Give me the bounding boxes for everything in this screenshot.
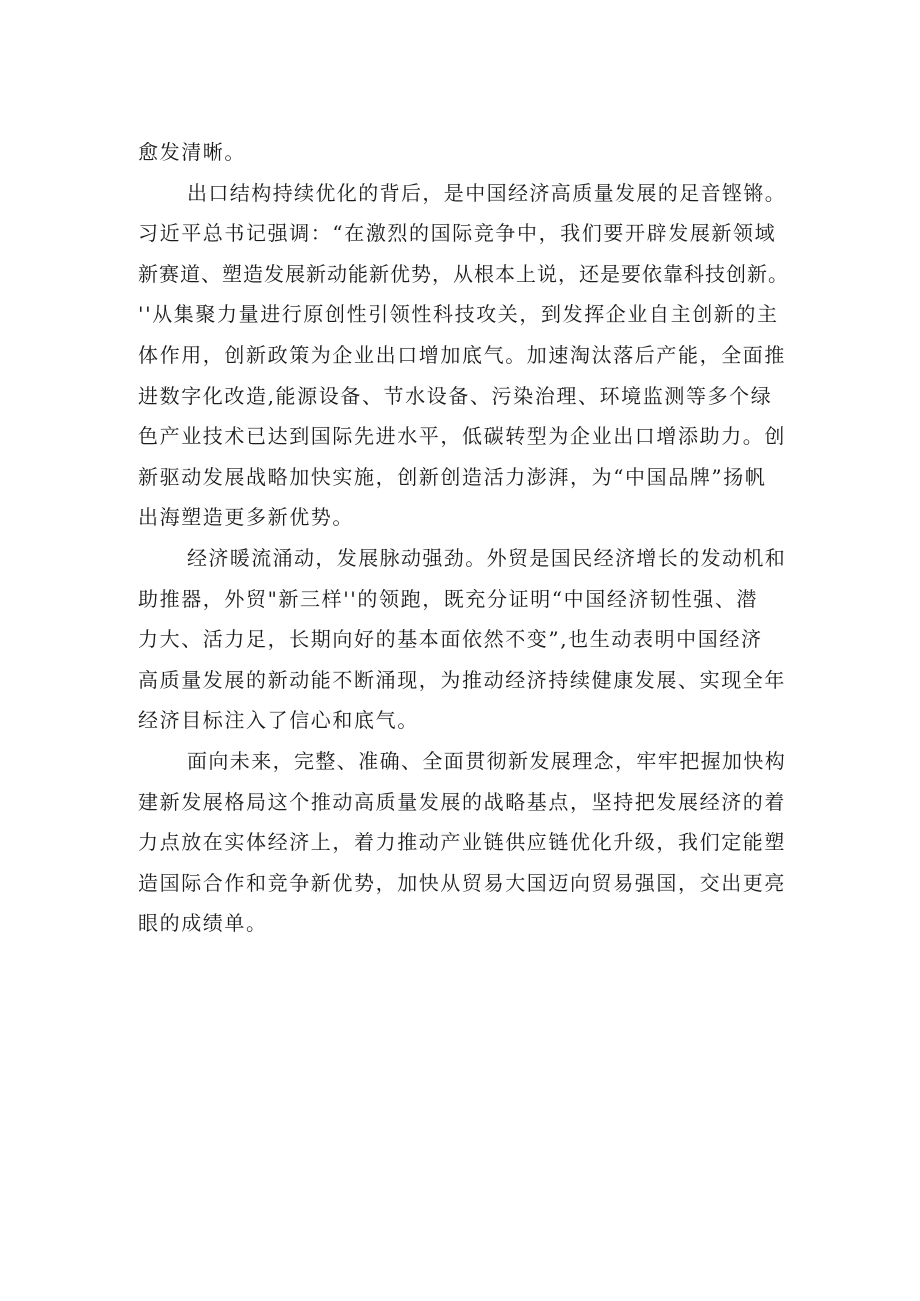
paragraph-3 — [138, 538, 788, 741]
text-line: 进数字化改造,能源设备、节水设备、污染治理、环境监测等多个绿 — [138, 383, 773, 408]
text-line: 新赛道、塑造发展新动能新优势，从根本上说，还是要依靠科技创新。 — [138, 261, 789, 286]
text-line: 高质量发展的新动能不断涌现，为推动经济持续健康发展、实现全年 — [138, 667, 786, 692]
text-line: 出口结构持续优化的背后，是中国经济高质量发展的足音铿锵。 — [187, 180, 787, 205]
text-line: 习近平总书记强调：“在激烈的国际竞争中，我们要开辟发展新领域 — [138, 221, 777, 246]
text-line: 面向未来，完整、准确、全面贯彻新发展理念，牢牢把握加快构 — [187, 748, 787, 773]
text-line: 力大、活力足，长期向好的基本面依然不变”,也生动表明中国经济 — [138, 627, 763, 652]
text-line: 愈发清晰。 — [138, 140, 246, 164]
paragraph-1 — [138, 132, 788, 173]
paragraph-2 — [138, 173, 788, 538]
text-line: 建新发展格局这个推动高质量发展的战略基点，坚持把发展经济的着 — [138, 789, 786, 814]
text-line: 力点放在实体经济上，着力推动产业链供应链优化升级，我们定能塑 — [138, 830, 786, 855]
text-line: 造国际合作和竞争新优势，加快从贸易大国迈向贸易强国，交出更亮 — [138, 870, 786, 895]
text-line: 眼的成绩单。 — [138, 911, 268, 936]
paragraph-4 — [138, 741, 788, 944]
text-line: 体作用，创新政策为企业出口增加底气。加速淘汰落后产能，全面推 — [138, 342, 786, 367]
text-line: 出海塑造更多新优势。 — [138, 505, 354, 530]
text-line: 新驱动发展战略加快实施，创新创造活力澎湃，为“中国品牌”扬帆 — [138, 464, 767, 489]
text-line: 经济暖流涌动，发展脉动强劲。外贸是国民经济增长的发动机和 — [187, 545, 787, 570]
text-line: 经济目标注入了信心和底气。 — [138, 708, 419, 733]
text-line: 助推器，外贸"新三样''的领跑，既充分证明“中国经济韧性强、潜 — [138, 586, 759, 611]
text-line: ''从集聚力量进行原创性引领性科技攻关，到发挥企业自主创新的主 — [138, 302, 779, 327]
text-line: 色产业技术已达到国际先进水平，低碳转型为企业出口增添助力。创 — [138, 424, 786, 449]
article-body — [138, 132, 788, 944]
